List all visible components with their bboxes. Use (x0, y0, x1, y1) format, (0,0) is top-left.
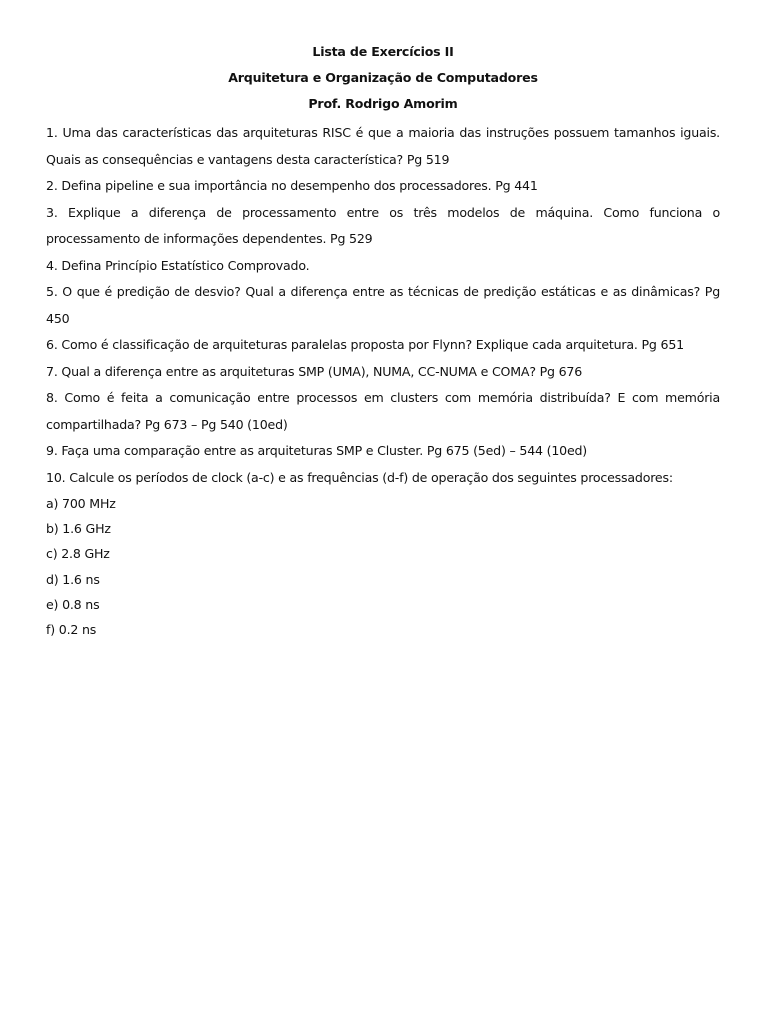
question-5: 5. O que é predição de desvio? Qual a diferença entre as técnicas de predição estáticas e as dinâmicas? Pg 450 (46, 284, 720, 326)
professor-name: Prof. Rodrigo Amorim (308, 96, 458, 111)
option-d: d) 1.6 ns (46, 571, 100, 587)
question-7: 7. Qual a diferença entre as arquiteturas SMP (UMA), NUMA, CC-NUMA e COMA? Pg 676 (46, 363, 583, 379)
question-6: 6. Como é classificação de arquiteturas paralelas proposta por Flynn? Explique cada arquitetura. Pg 651 (46, 337, 684, 352)
course-name: Arquitetura e Organização de Computadores (228, 70, 538, 85)
question-3: 3. Explique a diferença de processamento entre os três modelos de máquina. Como funciona o processamento de informações dependentes. Pg 529 (46, 204, 720, 246)
option-a: a) 700 MHz (46, 496, 116, 511)
question-10: 10. Calcule os períodos de clock (a-c) e as frequências (d-f) de operação dos seguintes processadores: (46, 469, 673, 485)
option-c: c) 2.8 GHz (46, 546, 110, 562)
question-4: 4. Defina Princípio Estatístico Comprovado. (46, 257, 310, 273)
document-title: Lista de Exercícios II (312, 44, 454, 59)
question-1: 1. Uma das características das arquiteturas RISC é que a maioria das instruções possuem tamanhos iguais. Quais as consequências e vantagens desta característica? Pg 519 (46, 125, 720, 167)
option-b: b) 1.6 GHz (46, 521, 111, 537)
question-8: 8. Como é feita a comunicação entre processos em clusters com memória distribuída? E com memória compartilhada? Pg 673 – Pg 540 (10ed) (46, 390, 720, 432)
option-f: f) 0.2 ns (46, 622, 97, 638)
document-page (46, 42, 720, 642)
question-2: 2. Defina pipeline e sua importância no desempenho dos processadores. Pg 441 (46, 178, 538, 193)
option-e: e) 0.8 ns (46, 596, 100, 612)
question-9: 9. Faça uma comparação entre as arquiteturas SMP e Cluster. Pg 675 (5ed) – 544 (10ed) (46, 443, 588, 458)
